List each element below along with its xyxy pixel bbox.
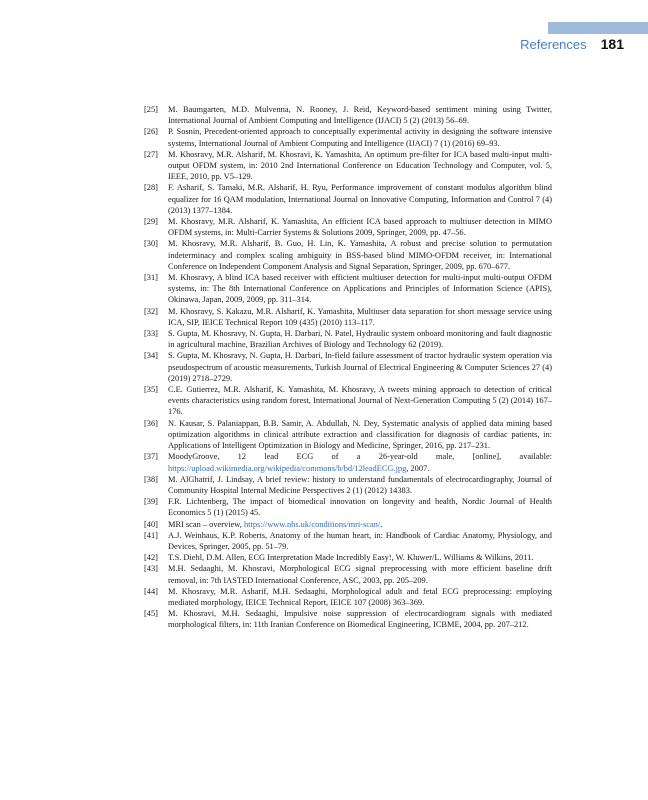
reference-text: M. Khosravy, M.R. Asharif, M.H. Sedaaghi, Morphological adult and fetal ECG preprocessing: employing mediated morphology, IEICE Technical Report, IEICE 107 (2008) 363–369. (168, 586, 552, 607)
reference-number: [28] (144, 183, 158, 193)
reference-entry (144, 586, 552, 608)
reference-number: [38] (144, 474, 158, 484)
reference-entry (144, 519, 552, 530)
reference-text: MRI scan – overview, (168, 519, 244, 529)
reference-number: [32] (144, 306, 158, 316)
reference-list (144, 104, 552, 631)
reference-text-end: . (380, 519, 383, 529)
reference-number: [27] (144, 149, 158, 159)
reference-entry (144, 104, 552, 126)
reference-entry (144, 126, 552, 148)
reference-text: M. Khosravy, M.R. Alsharif, K. Yamashita, An efficient ICA based approach to multiuser detection in MIMO OFDM systems, in: Multi-Carrier Systems & Solutions 2009, Springer, 2009, pp. 47–56. (168, 217, 552, 238)
reference-text: P. Sosnin, Precedent-oriented approach to conceptually experimental activity in designing the software intensive systems, International Journal of Ambient Computing and Intelligence (IJACI) 7 (1) (2016) 69–93. (168, 127, 552, 148)
reference-text: C.E. Gutierrez, M.R. Alsharif, K. Yamashita, M. Khosravy, A tweets mining approach to detection of critical events characteristics using random forest, International Journal of Next-Generation Computing 5 (2) (2014) 167–176. (168, 385, 552, 417)
reference-number: [37] (144, 452, 158, 462)
reference-number: [40] (144, 519, 158, 529)
reference-number: [42] (144, 553, 158, 563)
reference-link[interactable]: https://upload.wikimedia.org/wikipedia/commons/b/bd/12leadECG.jpg (168, 463, 407, 473)
reference-text: F. Asharif, S. Tamaki, M.R. Alsharif, H. Ryu, Performance improvement of constant modulus algorithm blind equalizer for 16 QAM modulation, International Journal on Innovative Computing, Information and Control 7 (4) (2013) 1377–1384. (168, 183, 552, 215)
reference-link[interactable]: https://www.nhs.uk/conditions/mri-scan/ (243, 519, 381, 529)
reference-text: M. Khosravy, A blind ICA based receiver with efficient multiuser detection for multi-input multi-output OFDM systems, in: The 8th International Conference on Applications and Principles of Information Science (APIS), Okinawa, Japan, 2009, 2009, pp. 311–314. (168, 273, 552, 305)
reference-entry (144, 552, 552, 563)
reference-text: M. Khosravy, S. Kakazu, M.R. Alsharif, K. Yamashita, Multiuser data separation for short message service using ICA, SIP, IEICE Technical Report 109 (435) (2010) 113–117. (168, 306, 552, 327)
reference-text-end: , 2007. (406, 463, 430, 473)
reference-number: [36] (144, 418, 158, 428)
reference-number: [31] (144, 273, 158, 283)
reference-text: M. Baumgarten, M.D. Mulvenna, N. Rooney, J. Reid, Keyword-based sentiment mining using Twitter, International Journal of Ambient Computing and Intelligence (IJACI) 5 (2) (2013) 56–69. (168, 105, 552, 126)
header-accent-bar (548, 22, 648, 34)
reference-entry (144, 384, 552, 418)
reference-entry (144, 328, 552, 350)
reference-text: F.R. Lichtenberg, The impact of biomedical innovation on longevity and health, Nordic Journal of Health Economics 5 (1) (2015) 45. (168, 497, 552, 518)
reference-number: [44] (144, 586, 158, 596)
reference-number: [26] (144, 127, 158, 137)
reference-entry (144, 149, 552, 183)
reference-text: A.J. Weinhaus, K.P. Roberts, Anatomy of the human heart, in: Handbook of Cardiac Anatomy, Physiology, and Devices, Springer, 2005, pp. 51–79. (168, 530, 552, 551)
reference-text: N. Kausar, S. Palaniappan, B.B. Samir, A. Abdullah, N. Dey, Systematic analysis of applied data mining based optimization algorithms in clinical attribute extraction and classification for diagnosis of cardiac patients, in: Applications of Intelligent Optimization in Biology and Medicine, Springer, 2016, pp. 217–231. (168, 418, 552, 451)
reference-number: [41] (144, 530, 158, 540)
reference-entry (144, 350, 552, 384)
reference-entry (144, 182, 552, 216)
reference-text: M. Khosravy, M.R. Alsharif, M. Khosravi, K. Yamashita, An optimum pre-filter for ICA based multi-input multi-output OFDM system, in: 2010 2nd International Conference on Education Technology and Computer, vol. 5, IEEE, 2010, pp. V5–129. (168, 149, 552, 182)
reference-entry (144, 306, 552, 328)
reference-entry (144, 451, 552, 473)
reference-number: [30] (144, 239, 158, 249)
reference-number: [34] (144, 351, 158, 361)
reference-number: [33] (144, 329, 158, 339)
reference-number: [29] (144, 217, 158, 227)
reference-text: M. Khosravi, M.H. Sedaaghi, Impulsive noise suppression of electrocardiogram signals with mediated morphological filters, in: 11th Iranian Conference on Biomedical Engineering, ICBME, 2004, pp. 207–212. (168, 609, 552, 630)
reference-entry (144, 530, 552, 552)
running-header (520, 36, 624, 52)
reference-text: MoodyGroove, 12 lead ECG of a 26-year-old male, [online], available: (168, 452, 552, 462)
reference-text: T.S. Diehl, D.M. Allen, ECG Interpretation Made Incredibly Easy!, W. Kluwer/L. Williams & Wilkins, 2011. (168, 553, 534, 563)
reference-text: S. Gupta, M. Khosravy, N. Gupta, H. Darbari, N. Patel, Hydraulic system onboard monitoring and fault diagnostic in agricultural machine, Brazilian Archives of Biology and Technology 62 (2019). (168, 329, 552, 350)
reference-entry (144, 238, 552, 272)
reference-entry (144, 272, 552, 306)
reference-number: [25] (144, 105, 158, 114)
reference-text: M.H. Sedaaghi, M. Khosravi, Morphological ECG signal preprocessing with more efficient baseline drift removal, in: 7th IASTED International Conference, ASC, 2003, pp. 205–209. (168, 564, 552, 585)
reference-entry (144, 216, 552, 238)
reference-entry (144, 474, 552, 496)
reference-number: [39] (144, 497, 158, 507)
reference-text: S. Gupta, M. Khosravy, N. Gupta, H. Darbari, In-field failure assessment of tractor hydraulic system operation via pseudospectrum of acoustic measurements, Turkish Journal of Electrical Engineering & Computer Sciences 27 (4) (2019) 2718–2729. (168, 351, 552, 383)
reference-number: [35] (144, 385, 158, 395)
reference-text: M. Khosravy, M.R. Alsharif, B. Guo, H. Lin, K. Yamashita, A robust and precise solution to permutation indeterminacy and complex scaling ambiguity in BSS-based blind MIMO-OFDM receiver, in: International Conference on Independent Component Analysis and Signal Separation, Springer, 2009, pp. 670–677. (168, 239, 552, 271)
reference-number: [45] (144, 609, 158, 619)
reference-entry (144, 496, 552, 518)
reference-number: [43] (144, 564, 158, 574)
reference-entry (144, 563, 552, 585)
section-title: References (520, 37, 587, 52)
reference-entry (144, 608, 552, 630)
reference-entry (144, 418, 552, 452)
reference-text: M. AlGhatrif, J. Lindsay, A brief review: history to understand fundamentals of electrocardiography, Journal of Community Hospital Internal Medicine Perspectives 2 (1) (2012) 14383. (168, 474, 552, 495)
page-number: 181 (600, 36, 624, 52)
